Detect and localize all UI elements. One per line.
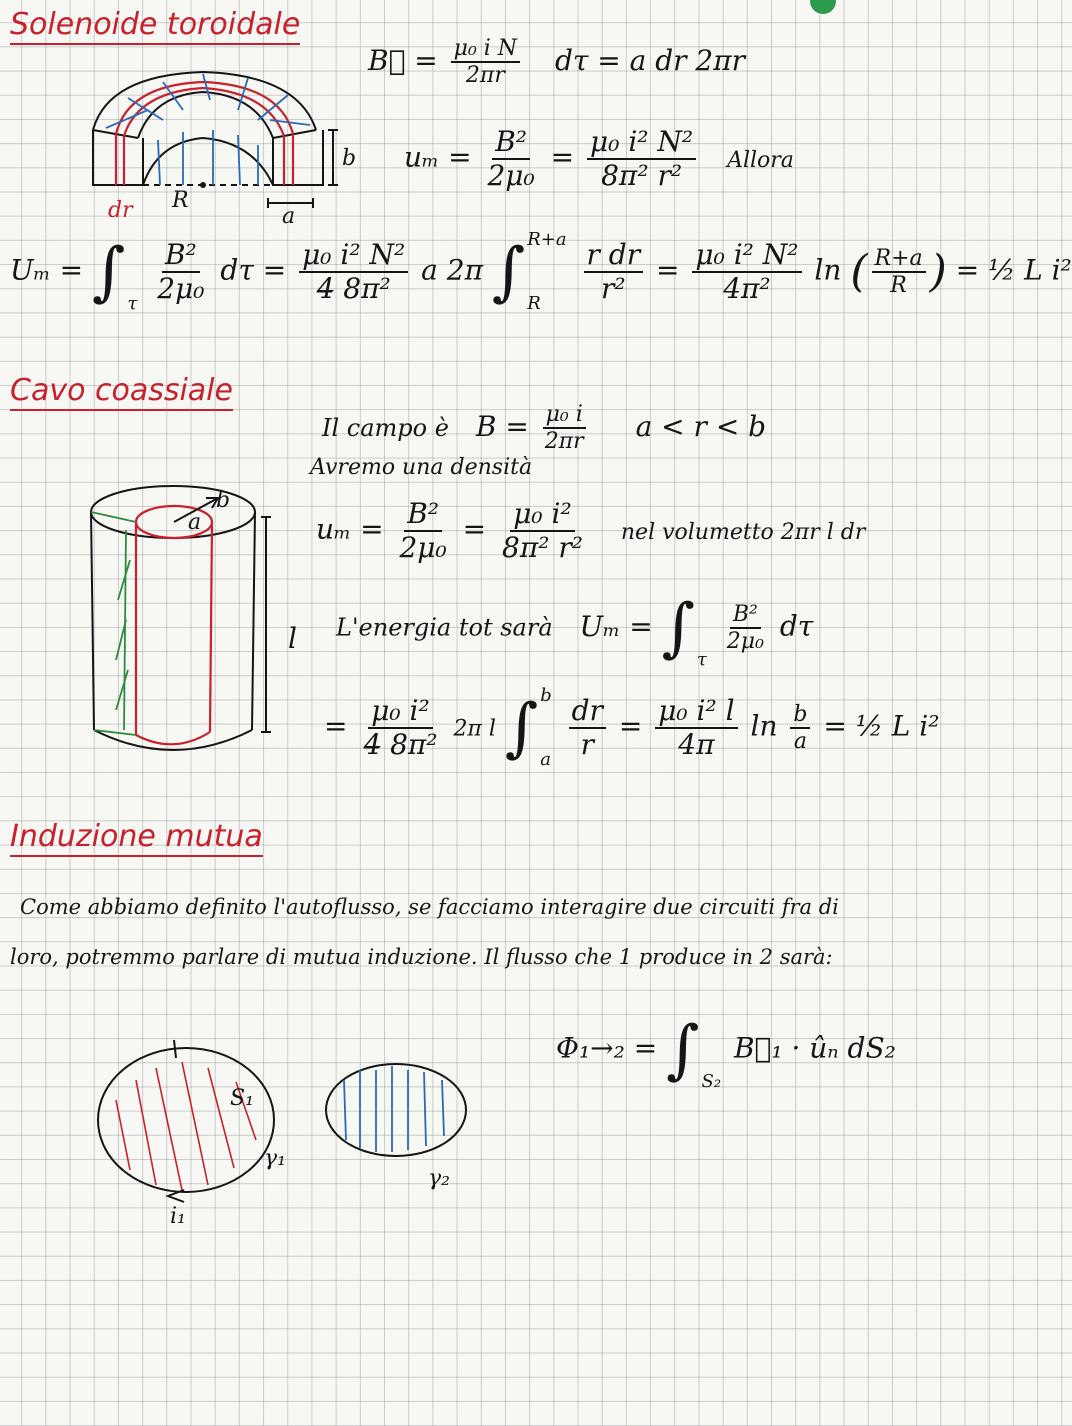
eq-den: 2μ₀: [487, 159, 535, 193]
eq-den: 2πr: [465, 63, 505, 89]
integral-lower: a: [540, 749, 551, 771]
mutual-paragraph-line-2: loro, potremmo parlare di mutua induzione. Il flusso che 1 produce in 2 sarà:: [10, 945, 833, 969]
eq-den: 4π²: [723, 272, 771, 305]
loop1-label-gamma1: γ₁: [264, 1146, 286, 1171]
eq-num: μ₀ i²: [368, 695, 433, 729]
eq-num: B²: [162, 239, 200, 273]
eq-lhs: =: [324, 709, 348, 743]
eq-num: R+a: [872, 246, 926, 273]
section-title-mutual: Induzione mutua: [10, 820, 263, 857]
equation-b-field-toroid: [368, 36, 745, 89]
equation-energy-density-toroid: [404, 126, 794, 192]
eq-mid: 2π l: [453, 716, 496, 742]
eq-fraction-2: [499, 498, 586, 564]
eq-fraction: [451, 36, 520, 89]
eq-fraction-1: [396, 498, 449, 564]
eq-num: μ₀ i² l: [655, 695, 737, 729]
equation-total-energy-toroid: Uₘ = ∫ τ $\frac{\text{B²}}{\text{2μ₀}}$ dτ = $\frac{\text{μ₀ i² N²}}{\text{4̶ 8π²}}$ a 2π ∫ R+a R $\frac{\text{r dr}}{\text{r²}}$ = $\frac{\text{μ₀ i² N²}}{\text{4π²}}$ ln ( $\frac{R+a}{R}$ ) = ½ L i²: [10, 229, 1072, 315]
eq-den: 4̶ 8π²: [316, 272, 391, 305]
eq-den: r²: [600, 272, 626, 305]
coax-line-density: Avremo una densità: [310, 455, 533, 480]
eq-fraction-1: [154, 239, 207, 305]
eq-den: 2μ₀: [399, 531, 447, 565]
integral-lower: τ: [696, 649, 707, 671]
eq-mid: a 2π: [421, 253, 483, 287]
eq-fraction-3: [655, 695, 737, 761]
eq-ln: ln: [750, 709, 778, 743]
eq-equals: =: [462, 512, 487, 546]
coax-label-b: b: [216, 488, 231, 513]
eq-equals: =: [618, 709, 643, 743]
loop1-label-s1: S₁: [230, 1086, 254, 1111]
eq-fraction-4: [692, 239, 801, 305]
eq-num: b: [790, 702, 810, 729]
eq-den: R: [890, 273, 907, 298]
toroid-label-R: R: [172, 188, 189, 213]
toroid-label-a: a: [282, 204, 296, 229]
integral: ∫ b a: [504, 685, 552, 771]
eq-ln: ln: [814, 253, 842, 287]
eq-fraction-1: [360, 695, 440, 761]
coax-line-energy-density: [316, 498, 865, 564]
eq-equals: =: [550, 140, 575, 174]
coax-field-pre: Il campo è: [322, 413, 449, 442]
coax-line-result: [324, 686, 939, 770]
equation-mutual-flux: [556, 1008, 896, 1092]
coax-line-total-energy: [336, 586, 813, 670]
eq-num: μ₀ i: [543, 402, 586, 429]
eq-body: B⃗₁ · ûₙ dS₂: [733, 1031, 896, 1065]
eq-fraction-2: [569, 695, 606, 761]
eq-fraction-5: [872, 246, 926, 299]
coax-cable-figure: [86, 480, 286, 770]
eq-num: B²: [730, 602, 761, 629]
eq-fraction-1: [484, 126, 537, 192]
eq-fraction: [724, 602, 767, 655]
eq-final: = ½ L i²: [823, 709, 940, 743]
integral-upper: b: [540, 685, 552, 706]
section-title-coax: Cavo coassiale: [10, 374, 233, 411]
integral-lower: τ: [127, 293, 138, 315]
corner-green-mark: [810, 0, 836, 14]
eq-fraction-3: [584, 239, 644, 305]
eq-dtau: dτ =: [220, 253, 287, 287]
toroid-label-dr: dr: [108, 198, 133, 223]
eq-dtau: dτ = a dr 2πr: [554, 43, 746, 77]
integral: ∫ S₂: [666, 1013, 722, 1093]
eq-den: 2μ₀: [726, 629, 764, 654]
eq-lhs: Φ₁→₂ =: [556, 1031, 658, 1065]
integral-2: ∫ R+a R: [491, 229, 567, 315]
eq-den: 2πr: [544, 429, 584, 455]
eq-num: μ₀ i² N²: [587, 126, 696, 160]
eq-fraction-2: [587, 126, 696, 192]
eq-den: a: [793, 729, 807, 754]
integral-upper: R+a: [527, 229, 567, 250]
eq-word-allora: Allora: [727, 147, 794, 173]
section-title-toroidal: Solenoide toroidale: [10, 8, 300, 45]
eq-num: r dr: [584, 239, 644, 273]
eq-den: r: [580, 728, 594, 761]
eq-final: = ½ L i²: [955, 253, 1072, 287]
mutual-paragraph-line-1: Come abbiamo definito l'autoflusso, se facciamo interagire due circuiti fra di: [20, 895, 839, 919]
eq-equals: =: [656, 253, 680, 287]
eq-fraction-4: [790, 702, 810, 755]
eq-den: 2μ₀: [157, 272, 205, 305]
eq-fraction-2: [299, 239, 408, 305]
eq-lhs: uₘ =: [316, 512, 384, 546]
coax-range: a < r < b: [635, 409, 767, 443]
loop1-label-i1: i₁: [170, 1204, 186, 1229]
eq-den: 4π: [678, 728, 715, 761]
eq-num: B²: [404, 498, 442, 532]
toroid-label-b: b: [342, 146, 357, 171]
eq-dtau: dτ: [779, 609, 814, 643]
integral-1: ∫ τ: [92, 235, 138, 315]
eq-num: μ₀ i² N²: [299, 239, 408, 273]
integral: ∫ τ: [661, 591, 707, 671]
eq-num: B²: [492, 126, 530, 160]
coax-label-l: l: [288, 622, 297, 655]
eq-num: μ₀ i N: [451, 36, 520, 63]
two-circuits-figure: [96, 1040, 496, 1220]
eq-den: 8π² r²: [601, 159, 683, 193]
integral-lower: R: [527, 293, 541, 315]
coax-volume-note: nel volumetto 2πr l dr: [620, 519, 866, 545]
eq-num: μ₀ i² N²: [692, 239, 801, 273]
eq-lhs: Uₘ =: [10, 253, 84, 287]
eq-den: 4̶ 8π²: [363, 728, 438, 761]
integral-lower: S₂: [701, 1071, 722, 1093]
loop2-label-gamma2: γ₂: [428, 1166, 450, 1191]
eq-lhs: Uₘ =: [579, 609, 653, 643]
eq-num: μ₀ i²: [510, 498, 575, 532]
eq-lhs: B⃗ =: [368, 43, 438, 77]
coax-line-field: [322, 402, 766, 455]
eq-num: dr: [569, 695, 606, 729]
eq-den: 8π² r²: [502, 531, 583, 565]
eq-lhs: B =: [475, 409, 529, 443]
eq-fraction: [542, 402, 587, 455]
coax-total-text: L'energia tot sarà: [336, 613, 553, 642]
eq-lhs: uₘ =: [404, 140, 472, 174]
coax-label-a: a: [188, 510, 202, 535]
